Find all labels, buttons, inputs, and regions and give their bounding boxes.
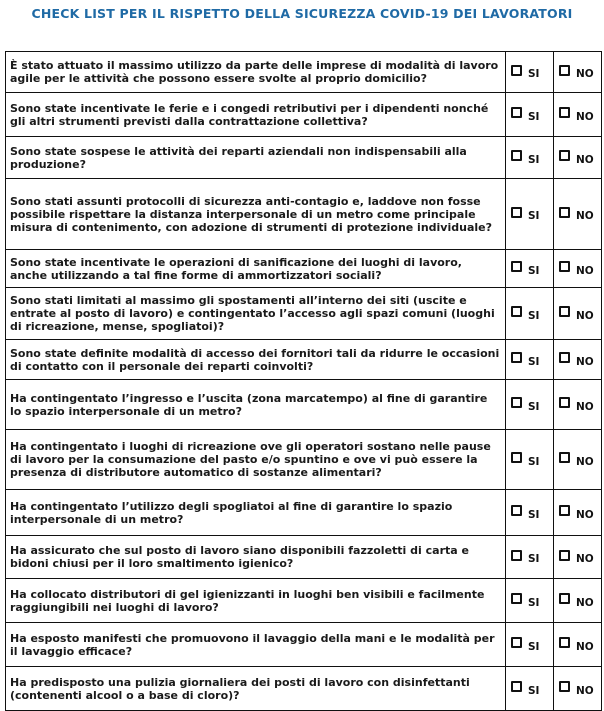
checklist-row <box>6 430 602 490</box>
option-si[interactable] <box>506 179 554 250</box>
option-no-label: NO <box>576 455 594 468</box>
checkbox-no[interactable] <box>559 452 570 463</box>
checkbox-si[interactable] <box>511 550 522 561</box>
option-no-label: NO <box>576 640 594 653</box>
checklist-row <box>6 250 602 288</box>
question-text: È stato attuato il massimo utilizzo da parte delle imprese di modalità di lavoro agile per le attività che possono essere svolte al proprio domicilio? <box>6 52 506 93</box>
checkbox-no[interactable] <box>559 550 570 561</box>
option-si[interactable] <box>506 137 554 179</box>
page-title: CHECK LIST PER IL RISPETTO DELLA SICUREZZA COVID-19 DEI LAVORATORI <box>31 6 573 21</box>
option-si-label: SI <box>528 640 540 653</box>
option-no[interactable] <box>554 490 602 536</box>
question-text: Ha contingentato l’utilizzo degli spogliatoi al fine di garantire lo spazio interpersonale di un metro? <box>6 490 506 536</box>
checkbox-si[interactable] <box>511 207 522 218</box>
option-si[interactable] <box>506 93 554 137</box>
option-si[interactable] <box>506 52 554 93</box>
option-si[interactable] <box>506 536 554 579</box>
option-si[interactable] <box>506 579 554 623</box>
option-no[interactable] <box>554 623 602 667</box>
checklist-row <box>6 623 602 667</box>
checkbox-no[interactable] <box>559 107 570 118</box>
option-no-label: NO <box>576 68 594 80</box>
question-text: Ha assicurato che sul posto di lavoro siano disponibili fazzoletti di carta e bidoni chiusi per il loro smaltimento igienico? <box>6 536 506 579</box>
option-no-label: NO <box>576 508 594 521</box>
option-no-label: NO <box>576 553 594 565</box>
checkbox-no[interactable] <box>559 505 570 516</box>
question-text: Sono state incentivate le operazioni di sanificazione dei luoghi di lavoro, anche utilizzando a tal fine forme di ammortizzatori sociali? <box>6 250 506 288</box>
checklist-row <box>6 340 602 380</box>
checkbox-si[interactable] <box>511 306 522 317</box>
option-no[interactable] <box>554 52 602 93</box>
checkbox-si[interactable] <box>511 107 522 118</box>
checklist-row <box>6 52 602 93</box>
option-no-label: NO <box>576 153 594 166</box>
checkbox-si[interactable] <box>511 397 522 408</box>
checkbox-si[interactable] <box>511 261 522 272</box>
option-no-label: NO <box>576 210 594 222</box>
checkbox-no[interactable] <box>559 207 570 218</box>
question-text: Ha predisposto una pulizia giornaliera dei posti di lavoro con disinfettanti (contenenti alcool o a base di cloro)? <box>6 667 506 711</box>
checklist-row <box>6 288 602 340</box>
checklist-row <box>6 490 602 536</box>
option-no-label: NO <box>576 400 594 413</box>
question-text: Sono stati limitati al massimo gli spostamenti all’interno dei siti (uscite e entrate al posto di lavoro) e contingentato l’accesso agli spazi comuni (luoghi di ricreazione, mense, spogliatoi)? <box>6 288 506 340</box>
checklist-row <box>6 179 602 250</box>
option-si[interactable] <box>506 380 554 430</box>
option-si[interactable] <box>506 288 554 340</box>
checklist-row <box>6 380 602 430</box>
checkbox-no[interactable] <box>559 150 570 161</box>
question-text: Sono state sospese le attività dei reparti aziendali non indispensabili alla produzione? <box>6 137 506 179</box>
checklist-row <box>6 536 602 579</box>
checklist-row <box>6 137 602 179</box>
question-text: Ha contingentato i luoghi di ricreazione ove gli operatori sostano nelle pause di lavoro per la consumazione del pasto e/o spuntino e ove vi può essere la presenza di distributore automatico di sostanze alimentari? <box>6 430 506 490</box>
checkbox-si[interactable] <box>511 150 522 161</box>
checkbox-no[interactable] <box>559 306 570 317</box>
checkbox-no[interactable] <box>559 352 570 363</box>
checkbox-si[interactable] <box>511 505 522 516</box>
question-text: Sono state incentivate le ferie e i congedi retributivi per i dipendenti nonché gli altri strumenti previsti dalla contrattazione collettiva? <box>6 93 506 137</box>
checkbox-no[interactable] <box>559 681 570 692</box>
question-text: Ha collocato distributori di gel igienizzanti in luoghi ben visibili e facilmente raggiungibili nei luoghi di lavoro? <box>6 579 506 623</box>
option-si[interactable] <box>506 623 554 667</box>
option-no-label: NO <box>576 110 594 123</box>
option-no[interactable] <box>554 667 602 711</box>
option-si[interactable] <box>506 667 554 711</box>
option-si-label: SI <box>528 553 540 565</box>
option-no[interactable] <box>554 380 602 430</box>
option-no-label: NO <box>576 264 594 277</box>
question-text: Ha contingentato l’ingresso e l’uscita (zona marcatempo) al fine di garantire lo spazio interpersonale di un metro? <box>6 380 506 430</box>
question-text: Ha esposto manifesti che promuovono il lavaggio della mani e le modalità per il lavaggio efficace? <box>6 623 506 667</box>
checkbox-no[interactable] <box>559 397 570 408</box>
checklist-table <box>5 51 602 711</box>
checkbox-si[interactable] <box>511 637 522 648</box>
option-si[interactable] <box>506 250 554 288</box>
question-text: Sono stati assunti protocolli di sicurezza anti-contagio e, laddove non fosse possibile rispettare la distanza interpersonale di un metro come principale misura di contenimento, con adozione di strumenti di protezione individuale? <box>6 179 506 250</box>
option-no[interactable] <box>554 536 602 579</box>
option-no[interactable] <box>554 579 602 623</box>
option-no[interactable] <box>554 288 602 340</box>
option-no-label: NO <box>576 684 594 697</box>
option-si[interactable] <box>506 490 554 536</box>
option-no-label: NO <box>576 309 594 322</box>
option-no[interactable] <box>554 430 602 490</box>
checkbox-si[interactable] <box>511 65 522 76</box>
option-no[interactable] <box>554 179 602 250</box>
question-text: Sono state definite modalità di accesso dei fornitori tali da ridurre le occasioni di contatto con il personale dei reparti coinvolti? <box>6 340 506 380</box>
checkbox-no[interactable] <box>559 261 570 272</box>
option-no[interactable] <box>554 340 602 380</box>
option-no[interactable] <box>554 250 602 288</box>
option-si-label: SI <box>528 264 540 277</box>
option-si-label: SI <box>528 110 540 123</box>
option-no[interactable] <box>554 137 602 179</box>
checkbox-si[interactable] <box>511 681 522 692</box>
checkbox-si[interactable] <box>511 352 522 363</box>
checklist-row <box>6 579 602 623</box>
option-si[interactable] <box>506 340 554 380</box>
checkbox-si[interactable] <box>511 452 522 463</box>
option-si-label: SI <box>528 400 540 413</box>
checkbox-si[interactable] <box>511 593 522 604</box>
option-no-label: NO <box>576 596 594 609</box>
option-si-label: SI <box>528 684 540 697</box>
option-no-label: NO <box>576 355 594 368</box>
option-no[interactable] <box>554 93 602 137</box>
checklist-row <box>6 93 602 137</box>
checkbox-no[interactable] <box>559 637 570 648</box>
option-si-label: SI <box>528 210 540 222</box>
checklist-row <box>6 667 602 711</box>
checkbox-no[interactable] <box>559 65 570 76</box>
option-si-label: SI <box>528 355 540 368</box>
option-si-label: SI <box>528 153 540 166</box>
option-si-label: SI <box>528 508 540 521</box>
checkbox-no[interactable] <box>559 593 570 604</box>
option-si-label: SI <box>528 309 540 322</box>
option-si-label: SI <box>528 455 540 468</box>
option-si-label: SI <box>528 68 540 80</box>
option-si[interactable] <box>506 430 554 490</box>
option-si-label: SI <box>528 596 540 609</box>
